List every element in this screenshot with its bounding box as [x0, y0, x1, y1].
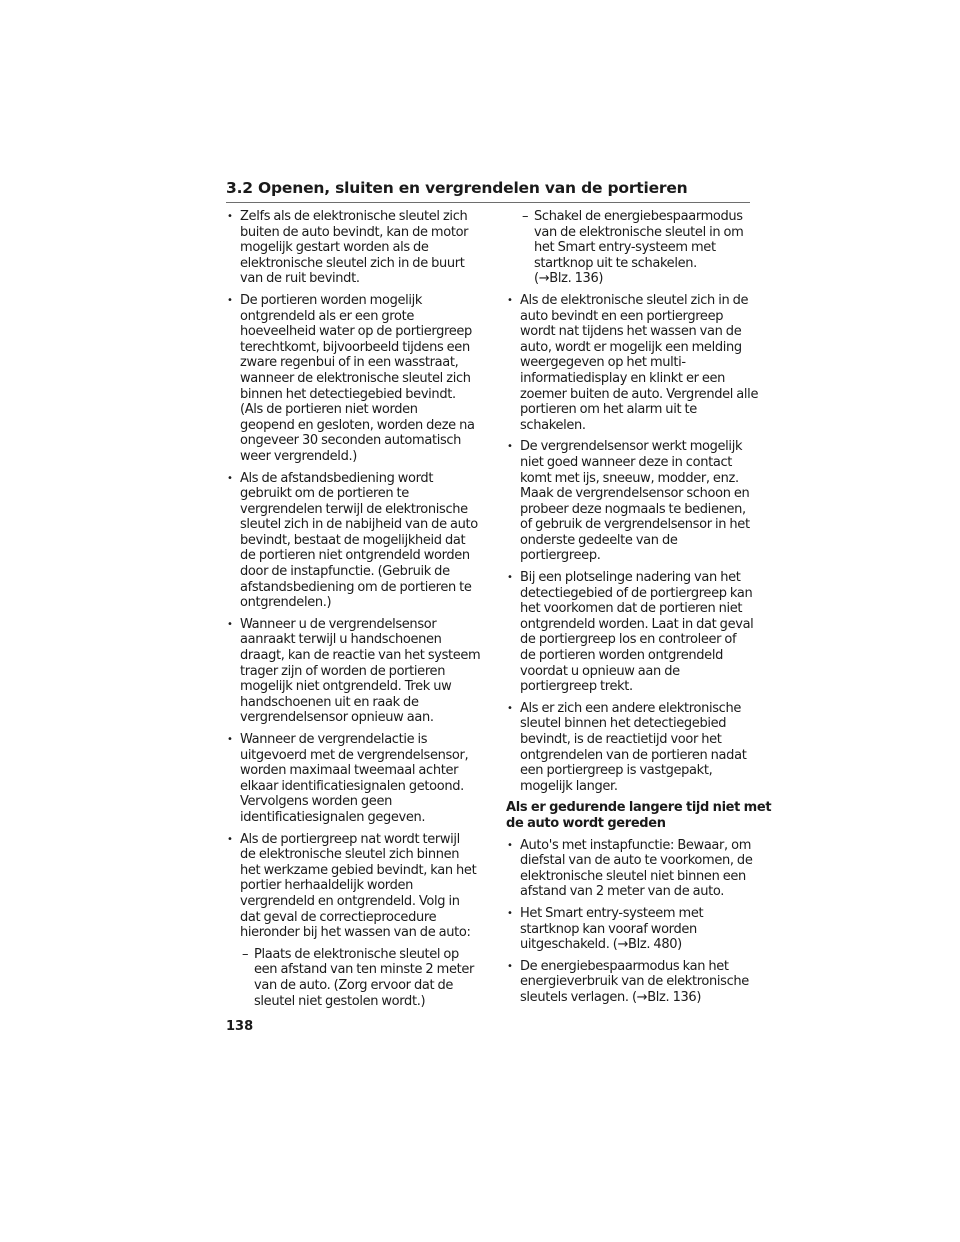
bullet-list-item [226, 616, 481, 726]
text-line: ontgrendelen.) [240, 595, 332, 611]
text-line: mogelijk langer. [520, 778, 618, 794]
text-line: aanraakt terwijl u handschoenen [240, 632, 442, 648]
bullet-list-item [226, 732, 474, 826]
text-line: van de elektronische sleutel in om [534, 224, 744, 240]
text-line: zoemer buiten de auto. Vergrendel alle [520, 386, 759, 402]
text-line: sleutels verlagen. (→Blz. 136) [520, 989, 702, 1005]
text-line: elkaar identificatiesignalen getoond. [240, 778, 464, 794]
text-line: identificatiesignalen gegeven. [240, 809, 426, 825]
text-line: het voorkomen dat de portieren niet [520, 601, 743, 617]
text-line: – Plaats de elektronische sleutel op [254, 946, 459, 962]
text-line: ongeveer 30 seconden automatisch [240, 433, 462, 449]
text-line: de portieren niet ontgrendeld worden [240, 548, 470, 564]
bullet-list-item [226, 831, 477, 941]
right-column [506, 209, 772, 1012]
text-line: uitgeschakeld. (→Blz. 480) [520, 937, 682, 953]
text-line: de portiergreep los en controleer of [520, 632, 737, 648]
text-line: worden maximaal tweemaal achter [240, 763, 459, 779]
subheading-line: de auto wordt gereden [506, 815, 666, 831]
text-line: zware regenbui of in een wasstraat, [240, 355, 459, 371]
text-line: trager zijn of worden de portieren [240, 663, 446, 679]
left-column [226, 209, 481, 1015]
text-line: door de instapfunctie. (Gebruik de [240, 564, 450, 580]
text-line: mogelijk niet ontgrendeld. Trek uw [240, 679, 452, 695]
text-line: • De portieren worden mogelijk [240, 292, 423, 308]
text-line: • De vergrendelsensor werkt mogelijk [520, 439, 743, 455]
text-line: auto, wordt er mogelijk een melding [520, 339, 742, 355]
text-line: een afstand van ten minste 2 meter [254, 962, 474, 978]
text-line: ontgrendeld als er een grote [240, 308, 414, 324]
text-line: schakelen. [520, 417, 586, 433]
text-line: gebruikt om de portieren te [240, 486, 409, 502]
text-line: weer vergrendeld.) [240, 448, 357, 464]
text-line: sleutel niet gestolen wordt.) [254, 993, 426, 1009]
text-line: van de ruit bevindt. [240, 271, 360, 287]
text-line: informatiedisplay en klinkt er een [520, 370, 726, 386]
text-line: bevindt, is de reactietijd voor het [520, 732, 722, 747]
bullet-list-item [506, 439, 752, 564]
bullet-list-item [506, 959, 752, 1006]
text-line: startknop uit te schakelen. [534, 255, 697, 271]
text-line: de elektronische sleutel zich binnen [240, 847, 460, 863]
page-header [226, 178, 750, 203]
text-line: • Wanneer u de vergrendelsensor [240, 616, 437, 632]
text-line: • Als de afstandsbediening wordt [240, 470, 434, 486]
text-line: energieverbruik van de elektronische [520, 974, 749, 990]
text-line: elektronische sleutel niet binnen een [520, 868, 746, 884]
subheading [506, 800, 772, 831]
text-line: portieren om het alarm uit te [520, 402, 697, 418]
text-line: afstand van 2 meter van de auto. [520, 884, 725, 900]
bullet-list-item [226, 470, 478, 611]
text-line: komt met ijs, sneeuw, modder, enz. [520, 470, 739, 486]
text-line: binnen het detectiegebied bevindt. [240, 386, 456, 402]
text-line: portiergreep trekt. [520, 679, 633, 695]
text-line: voordat u opnieuw aan de [520, 663, 680, 679]
text-line: afstandsbediening om de portieren te [240, 579, 472, 595]
bullet-list-item [226, 209, 474, 287]
text-line: • Zelfs als de elektronische sleutel zich [240, 209, 468, 224]
text-line: • Bij een plotselinge nadering van het [520, 570, 741, 586]
text-line: portier herhaaldelijk worden [240, 878, 414, 894]
text-line: dat geval de correctieprocedure [240, 909, 437, 925]
text-line: • Wanneer de vergrendelactie is [240, 732, 428, 747]
text-line: probeer deze nogmaals te bedienen, [520, 501, 746, 517]
text-line: ontgrendeld worden. Laat in dat geval [520, 616, 754, 632]
text-line: • Als de portiergreep nat wordt terwijl [240, 831, 460, 847]
text-line: vergrendeld en ontgrendeld. Volg in [240, 893, 460, 909]
text-line: (→Blz. 136) [534, 271, 604, 287]
text-line: startknop kan vooraf worden [520, 921, 697, 937]
text-line: wordt nat tijdens het wassen van de [520, 324, 742, 340]
text-line: bevindt, bestaat de mogelijkheid dat [240, 532, 466, 548]
text-line: uitgevoerd met de vergrendelsensor, [240, 747, 469, 763]
text-line: een portiergreep is vastgepakt, [520, 763, 713, 779]
text-line: • Als er zich een andere elektronische [520, 700, 742, 716]
text-line: diefstal van de auto te voorkomen, de [520, 853, 753, 869]
text-line: • Het Smart entry-systeem met [520, 905, 704, 921]
text-line: de portieren worden ontgrendeld [520, 648, 723, 664]
right-column-list-bottom [506, 838, 752, 1006]
text-line: • Als de elektronische sleutel zich in de [520, 292, 749, 308]
text-line: sleutel zich in de nabijheid van de auto [240, 517, 478, 533]
text-line: onderste gedeelte van de [520, 532, 678, 548]
text-line: het werkzame gebied bevindt, kan het [240, 862, 477, 878]
right-column-list-top [506, 209, 759, 794]
bullet-list-item [226, 293, 474, 465]
text-line: portiergreep. [520, 548, 601, 564]
text-line: – Schakel de energiebespaarmodus [534, 209, 743, 224]
text-line: • De energiebespaarmodus kan het [520, 958, 729, 974]
page-number: 138 [226, 1019, 254, 1034]
text-line: niet goed wanneer deze in contact [520, 454, 733, 470]
text-line: draagt, kan de reactie van het systeem [240, 648, 481, 664]
bullet-list-item [506, 292, 759, 433]
subheading-line: Als er gedurende langere tijd niet met [506, 800, 772, 816]
text-line: Vervolgens worden geen [240, 794, 392, 810]
text-line: elektronische sleutel zich in de buurt [240, 255, 465, 271]
text-line: of gebruik de vergrendelsensor in het [520, 517, 750, 533]
text-line: hieronder bij het wassen van de auto: [240, 925, 471, 941]
text-line: wanneer de elektronische sleutel zich [240, 370, 471, 386]
text-line: weergegeven op het multi- [520, 355, 686, 371]
text-line: hoeveelheid water op de portiergreep [240, 324, 472, 340]
bullet-list-item [506, 570, 752, 695]
bullet-list-item [506, 701, 752, 795]
text-line: sleutel binnen het detectiegebied [520, 716, 727, 732]
text-line: ontgrendelen van de portieren nadat [520, 747, 747, 763]
text-line: terechtkomt, bijvoorbeeld tijdens een [240, 339, 470, 355]
bullet-list-item [506, 838, 752, 900]
text-line: buiten de auto bevindt, kan de motor [240, 224, 469, 240]
text-line: geopend en gesloten, worden deze na [240, 417, 475, 433]
text-line: • Auto's met instapfunctie: Bewaar, om [520, 837, 752, 853]
bullet-list-item [506, 906, 752, 953]
dash-list-item [506, 209, 752, 287]
text-line: vergrendelsensor opnieuw aan. [240, 710, 434, 726]
text-line: handschoenen uit en raak de [240, 694, 419, 710]
text-line: mogelijk gestart worden als de [240, 240, 429, 256]
text-line: (Als de portieren niet worden [240, 402, 418, 418]
text-line: Maak de vergrendelsensor schoon en [520, 486, 750, 502]
text-line: het Smart entry-systeem met [534, 240, 716, 256]
text-line: vergrendelen terwijl de elektronische [240, 501, 468, 517]
text-line: auto bevindt en een portiergreep [520, 308, 724, 324]
text-line: van de auto. (Zorg ervoor dat de [254, 977, 454, 993]
section-title: 3.2 Openen, sluiten en vergrendelen van de portieren [226, 179, 688, 197]
text-line: detectiegebied of de portiergreep kan [520, 585, 753, 601]
dash-list-item [226, 947, 474, 1009]
